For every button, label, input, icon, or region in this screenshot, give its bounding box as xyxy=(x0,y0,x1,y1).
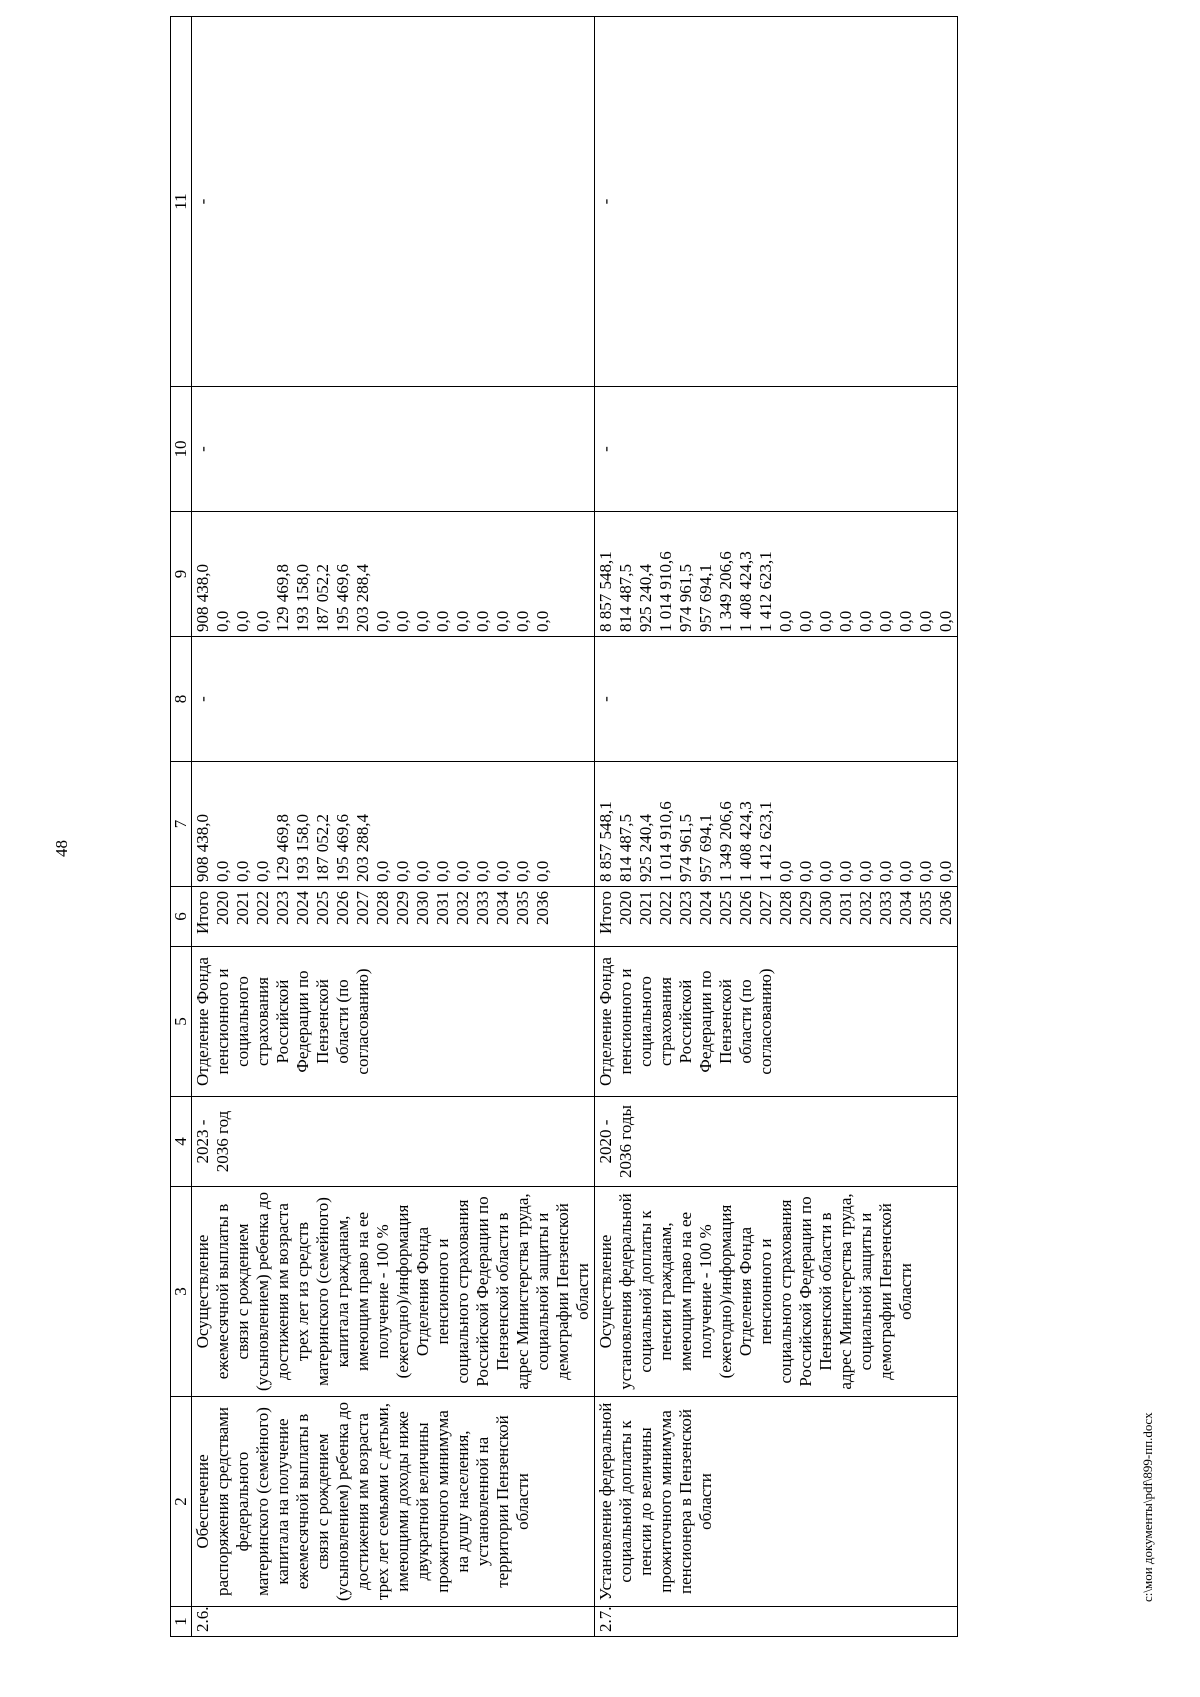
task-cell: Обеспечение распоряжения средствами федерального материнского (семейного) капитала на получение ежемесячной выплаты в связи с рождением (усыновлением) ребенка до достижения им возраста трех лет семьями с детьми, имеющими доходы ниже двукратной величины прожиточного минимума на душу населения, установленной на территории Пензенской области xyxy=(192,1397,595,1607)
value-line: 0,0 xyxy=(233,860,252,882)
value-line: 0,0 xyxy=(796,860,815,882)
value-line: 974 961,5 xyxy=(676,814,695,882)
value-line: 2021 xyxy=(233,891,252,925)
header-cell: 3 xyxy=(171,1187,192,1397)
value-line: 0,0 xyxy=(253,610,272,632)
value-line: 193 158,0 xyxy=(293,564,312,632)
col8-value: - xyxy=(595,637,958,762)
activity-cell: Осуществление ежемесячной выплаты в связи с рождением (усыновлением) ребенка до достижения им возраста трех лет из средств материнского (семейного) капитала гражданам, имеющим право на ее получение - 100 % (ежегодно)/информация Отделения Фонда пенсионного и социального страхования Российской Федерации по Пензенской области в адрес Министерства труда, социальной защиты и демографии Пензенской области xyxy=(192,1187,595,1397)
value-line: 0,0 xyxy=(856,860,875,882)
value-line: 187 052,2 xyxy=(313,814,332,882)
value-line: 2023 xyxy=(676,891,695,925)
value-line: 0,0 xyxy=(393,610,412,632)
value-line: 2028 xyxy=(776,891,795,925)
value-line: 0,0 xyxy=(836,860,855,882)
value-line: 2026 xyxy=(736,891,755,925)
value-line: 0,0 xyxy=(493,860,512,882)
value-line: 2035 xyxy=(916,891,935,925)
value-line: 908 438,0 xyxy=(193,814,212,882)
value-line: 0,0 xyxy=(876,860,895,882)
value-line: 0,0 xyxy=(776,610,795,632)
value-line: 195 469,6 xyxy=(333,564,352,632)
value-line: 0,0 xyxy=(896,860,915,882)
value-line: 1 014 910,6 xyxy=(656,551,675,632)
value-line: 2029 xyxy=(796,891,815,925)
years-cell xyxy=(192,887,595,947)
value-line: 0,0 xyxy=(413,860,432,882)
value-line: 2036 xyxy=(533,891,552,925)
activity-cell: Осуществление установления федеральной социальной доплаты к пенсии гражданам, имеющим право на ее получение - 100 % (ежегодно)/информация Отделения Фонда пенсионного и социального страхования Российской Федерации по Пензенской области в адрес Министерства труда, социальной защиты и демографии Пензенской области xyxy=(595,1187,958,1397)
table-row xyxy=(595,17,958,1637)
value-line: 2033 xyxy=(876,891,895,925)
header-cell: 9 xyxy=(171,512,192,637)
value-line: 0,0 xyxy=(776,860,795,882)
value-line: 2022 xyxy=(656,891,675,925)
value-line: 0,0 xyxy=(836,610,855,632)
value-line: 8 857 548,1 xyxy=(596,551,615,632)
page-number: 48 xyxy=(52,840,71,857)
header-cell: 10 xyxy=(171,387,192,512)
value-line: 2031 xyxy=(836,891,855,925)
col10-value: - xyxy=(595,387,958,512)
value-line: 1 349 206,6 xyxy=(716,551,735,632)
executor-cell: Отделение Фонда пенсионного и социального страхования Российской Федерации по Пензенской области (по согласованию) xyxy=(192,947,595,1097)
value-line: Итого xyxy=(193,891,212,935)
value-line: 0,0 xyxy=(533,860,552,882)
value-line: 195 469,6 xyxy=(333,814,352,882)
value-line: 0,0 xyxy=(876,610,895,632)
value-line: 1 408 424,3 xyxy=(736,551,755,632)
value-line: 0,0 xyxy=(453,860,472,882)
value-line: 814 487,5 xyxy=(616,814,635,882)
value-line: 0,0 xyxy=(473,610,492,632)
col10-value: - xyxy=(192,387,595,512)
value-line: Итого xyxy=(596,891,615,935)
value-line: 0,0 xyxy=(916,860,935,882)
header-cell: 11 xyxy=(171,17,192,387)
value-line: 2032 xyxy=(856,891,875,925)
col11-value: - xyxy=(595,17,958,387)
value-line: 0,0 xyxy=(373,860,392,882)
value-line: 193 158,0 xyxy=(293,814,312,882)
years-cell xyxy=(595,887,958,947)
value-line: 2024 xyxy=(696,891,715,925)
value-line: 129 469,8 xyxy=(273,564,292,632)
table-row xyxy=(192,17,595,1637)
value-line: 0,0 xyxy=(856,610,875,632)
task-cell: Установление федеральной социальной доплаты к пенсии до величины прожиточного минимума пенсионера в Пензенской области xyxy=(595,1397,958,1607)
value-line: 925 240,4 xyxy=(636,814,655,882)
value-line: 2026 xyxy=(333,891,352,925)
col8-value: - xyxy=(192,637,595,762)
program-table xyxy=(170,16,958,1637)
value-line: 2027 xyxy=(353,891,372,925)
value-line: 2029 xyxy=(393,891,412,925)
value-line: 0,0 xyxy=(433,610,452,632)
value-line: 2036 xyxy=(936,891,955,925)
value-line: 1 408 424,3 xyxy=(736,801,755,882)
value-line: 957 694,1 xyxy=(696,814,715,882)
value-line: 2034 xyxy=(493,891,512,925)
value-line: 0,0 xyxy=(796,610,815,632)
value-line: 908 438,0 xyxy=(193,564,212,632)
header-cell: 1 xyxy=(171,1607,192,1637)
value-line: 2022 xyxy=(253,891,272,925)
value-line: 925 240,4 xyxy=(636,564,655,632)
value-line: 2025 xyxy=(313,891,332,925)
col9-values xyxy=(595,512,958,637)
period-cell: 2023 - 2036 год xyxy=(192,1097,595,1187)
value-line: 187 052,2 xyxy=(313,564,332,632)
value-line: 0,0 xyxy=(233,610,252,632)
value-line: 0,0 xyxy=(433,860,452,882)
value-line: 2034 xyxy=(896,891,915,925)
value-line: 1 412 623,1 xyxy=(756,801,775,882)
value-line: 814 487,5 xyxy=(616,564,635,632)
value-line: 2032 xyxy=(453,891,472,925)
header-cell: 4 xyxy=(171,1097,192,1187)
value-line: 2033 xyxy=(473,891,492,925)
col7-values xyxy=(192,762,595,887)
value-line: 0,0 xyxy=(533,610,552,632)
value-line: 2020 xyxy=(213,891,232,925)
value-line: 0,0 xyxy=(393,860,412,882)
value-line: 2030 xyxy=(816,891,835,925)
value-line: 957 694,1 xyxy=(696,564,715,632)
value-line: 1 412 623,1 xyxy=(756,551,775,632)
value-line: 1 349 206,6 xyxy=(716,801,735,882)
value-line: 0,0 xyxy=(493,610,512,632)
value-line: 0,0 xyxy=(253,860,272,882)
value-line: 0,0 xyxy=(816,610,835,632)
column-number-row xyxy=(171,17,192,1637)
value-line: 0,0 xyxy=(513,860,532,882)
value-line: 0,0 xyxy=(936,610,955,632)
value-line: 2025 xyxy=(716,891,735,925)
row-number: 2.7. xyxy=(595,1607,958,1637)
value-line: 2030 xyxy=(413,891,432,925)
header-cell: 5 xyxy=(171,947,192,1097)
value-line: 129 469,8 xyxy=(273,814,292,882)
col7-values xyxy=(595,762,958,887)
value-line: 2031 xyxy=(433,891,452,925)
value-line: 2023 xyxy=(273,891,292,925)
value-line: 203 288,4 xyxy=(353,564,372,632)
value-line: 0,0 xyxy=(213,860,232,882)
period-cell: 2020 - 2036 годы xyxy=(595,1097,958,1187)
executor-cell: Отделение Фонда пенсионного и социального страхования Российской Федерации по Пензенской области (по согласованию) xyxy=(595,947,958,1097)
value-line: 2021 xyxy=(636,891,655,925)
value-line: 0,0 xyxy=(896,610,915,632)
value-line: 2027 xyxy=(756,891,775,925)
value-line: 2035 xyxy=(513,891,532,925)
value-line: 1 014 910,6 xyxy=(656,801,675,882)
value-line: 0,0 xyxy=(473,860,492,882)
value-line: 974 961,5 xyxy=(676,564,695,632)
header-cell: 8 xyxy=(171,637,192,762)
value-line: 0,0 xyxy=(916,610,935,632)
row-number: 2.6. xyxy=(192,1607,595,1637)
value-line: 0,0 xyxy=(373,610,392,632)
value-line: 2028 xyxy=(373,891,392,925)
value-line: 203 288,4 xyxy=(353,814,372,882)
value-line: 0,0 xyxy=(453,610,472,632)
value-line: 0,0 xyxy=(936,860,955,882)
value-line: 0,0 xyxy=(413,610,432,632)
value-line: 0,0 xyxy=(213,610,232,632)
col11-value: - xyxy=(192,17,595,387)
value-line: 0,0 xyxy=(816,860,835,882)
value-line: 8 857 548,1 xyxy=(596,801,615,882)
header-cell: 2 xyxy=(171,1397,192,1607)
header-cell: 6 xyxy=(171,887,192,947)
value-line: 2020 xyxy=(616,891,635,925)
value-line: 2024 xyxy=(293,891,312,925)
value-line: 0,0 xyxy=(513,610,532,632)
file-path-footer: c:\мои документы\pdf\899-пп.docx xyxy=(1140,1412,1155,1602)
col9-values xyxy=(192,512,595,637)
header-cell: 7 xyxy=(171,762,192,887)
